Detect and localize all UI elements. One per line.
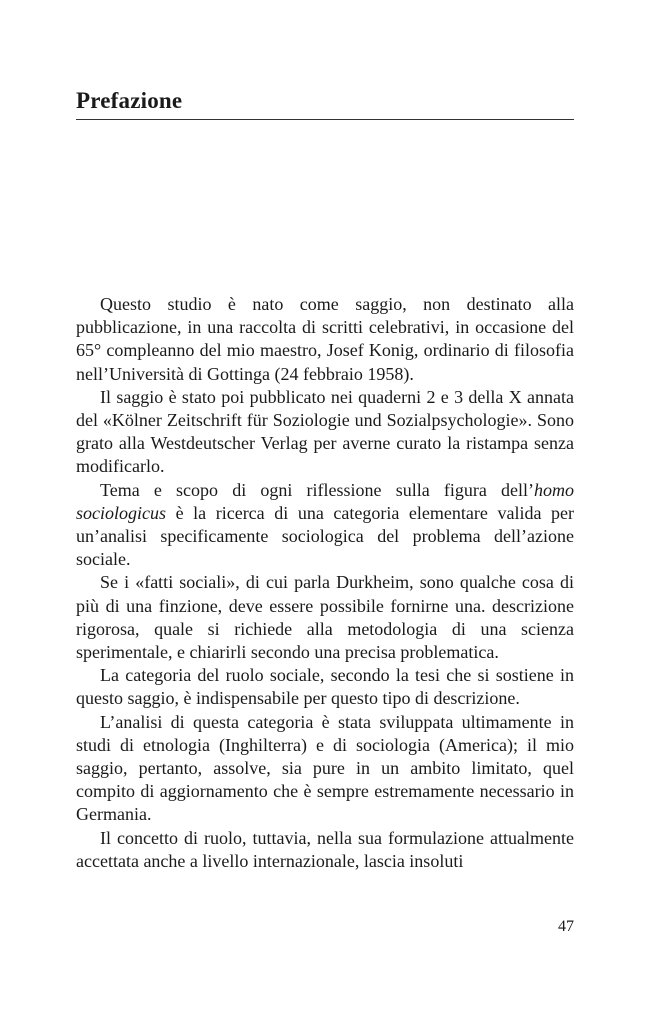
paragraph-3-text-end: è la ricerca di una categoria elementare valida per un’analisi specificamente sociologica del problema dell’azione sociale.	[76, 502, 574, 570]
title-divider	[76, 119, 574, 120]
body-text	[76, 293, 574, 873]
paragraph-3	[76, 479, 574, 572]
page-number: 47	[558, 918, 574, 935]
paragraph-7: Il concetto di ruolo, tuttavia, nella sua formulazione attualmente accettata anche a livello internazionale, lascia insoluti	[76, 827, 574, 871]
paragraph-3-italic-term: homo sociologicus	[76, 479, 574, 523]
page-title: Prefazione	[76, 88, 183, 113]
paragraph-5: La categoria del ruolo sociale, secondo la tesi che si sostiene in questo saggio, è indispensabile per questo tipo di descrizione.	[76, 665, 574, 709]
paragraph-4: Se i «fatti sociali», di cui parla Durkheim, sono qualche cosa di più di una finzione, deve essere possibile fornirne una. descrizione rigorosa, quale si richiede alla metodologia di una scienza sperimentale, e chiarirli secondo una precisa problematica.	[76, 572, 574, 663]
paragraph-3-text-start: Tema e scopo di ogni riflessione sulla figura dell’	[100, 479, 534, 500]
paragraph-6: L’analisi di questa categoria è stata sviluppata ultimamente in studi di etnologia (Inghilterra) e di sociologia (America); il mio saggio, pertanto, assolve, sia pure in un ambito limitato, quel compito di aggiornamento che è sempre estremamente necessario in Germania.	[76, 711, 574, 825]
paragraph-1: Questo studio è nato come saggio, non destinato alla pubblicazione, in una raccolta di scritti celebrativi, in occasione del 65° compleanno del mio maestro, Josef Konig, ordinario di filosofia nell’Università di Gottinga (24 febbraio 1958).	[76, 294, 574, 384]
paragraph-2: Il saggio è stato poi pubblicato nei quaderni 2 e 3 della X annata del «Kölner Zeitschrift für Soziologie und Sozialpsychologie». Sono grato alla Westdeutscher Verlag per averne curato la ristampa senza modificarlo.	[76, 386, 574, 477]
